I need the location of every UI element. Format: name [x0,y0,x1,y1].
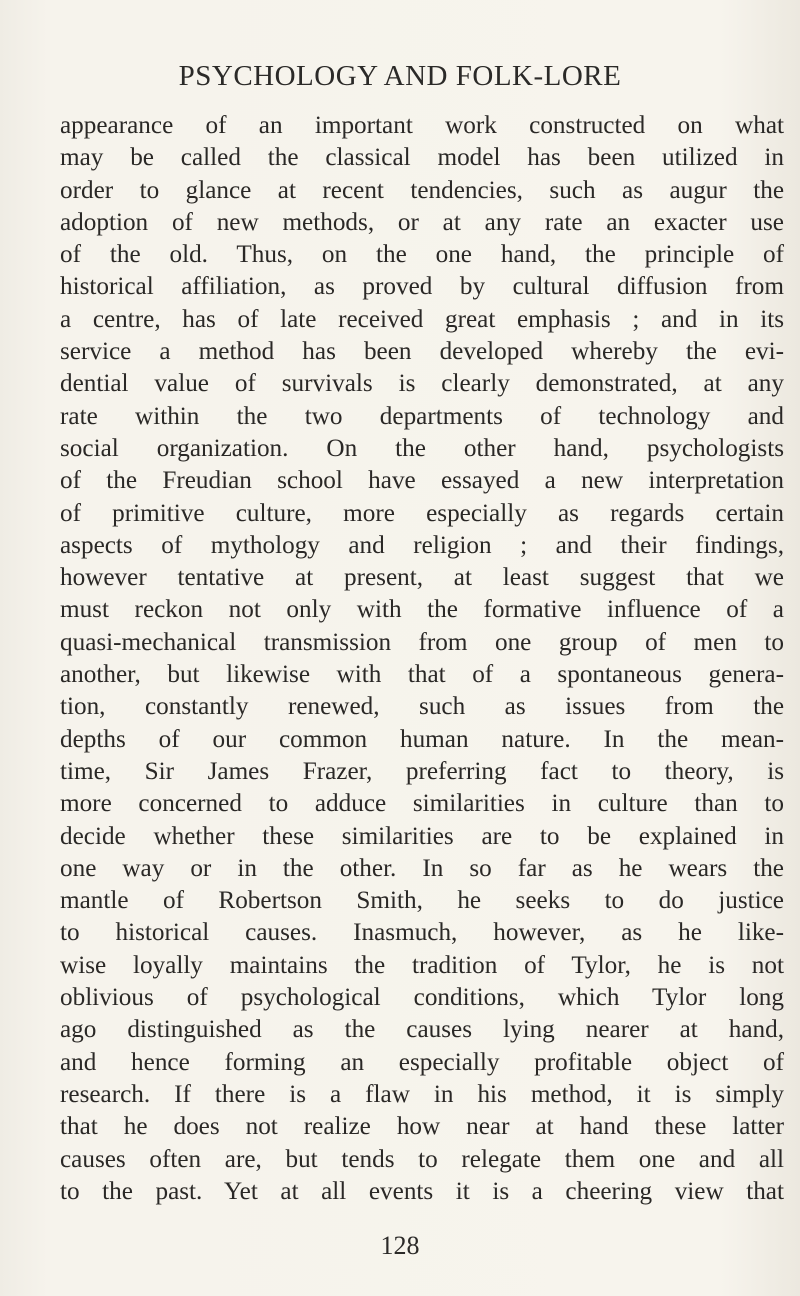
text-line: order to glance at recent tendencies, such as augur the [60,176,784,204]
text-line: research. If there is a flaw in his method, it is simply [60,1080,784,1108]
text-line: may be called the classical model has been utilized in [60,144,784,172]
text-line: must reckon not only with the formative influence of a [60,596,784,624]
text-line: of the old. Thus, on the one hand, the principle of [60,241,784,269]
body-paragraph [60,110,784,1208]
text-line: service a method has been developed whereby the evi- [60,338,784,366]
text-line: depths of our common human nature. In the mean- [60,725,784,753]
text-line: and hence forming an especially profitable object of [60,1048,784,1076]
text-line: mantle of Robertson Smith, he seeks to do justice [60,887,784,915]
text-line: causes often are, but tends to relegate them one and all [60,1145,784,1173]
running-head: PSYCHOLOGY AND FOLK-LORE [178,60,622,92]
text-line: social organization. On the other hand, psychologists [60,434,784,462]
text-line: wise loyally maintains the tradition of Tylor, he is not [60,951,784,979]
text-line: rate within the two departments of technology and [60,402,784,430]
text-line: to historical causes. Inasmuch, however, as he like- [60,919,784,947]
text-line: historical affiliation, as proved by cultural diffusion from [60,273,784,301]
text-line: of the Freudian school have essayed a new interpretation [60,467,784,495]
text-line: however tentative at present, at least suggest that we [60,564,784,592]
text-line: more concerned to adduce similarities in culture than to [60,790,784,818]
text-line: quasi-mechanical transmission from one group of men to [60,628,784,656]
text-line: oblivious of psychological conditions, which Tylor long [60,984,784,1012]
text-line: one way or in the other. In so far as he wears the [60,854,784,882]
text-line: appearance of an important work constructed on what [60,112,784,139]
text-line: that he does not realize how near at hand these latter [60,1113,784,1141]
text-line: of primitive culture, more especially as regards certain [60,499,784,527]
text-line: a centre, has of late received great emphasis ; and in its [60,305,784,333]
text-line: ago distinguished as the causes lying nearer at hand, [60,1016,784,1044]
page-number: 128 [380,1231,420,1260]
text-line: time, Sir James Frazer, preferring fact to theory, is [60,757,784,785]
text-line: another, but likewise with that of a spontaneous genera- [60,661,784,689]
text-line: to the past. Yet at all events it is a cheering view that [60,1177,784,1205]
text-line: decide whether these similarities are to be explained in [60,822,784,850]
text-line: adoption of new methods, or at any rate an exacter use [60,208,784,236]
text-line: dential value of survivals is clearly demonstrated, at any [60,370,784,398]
text-line: aspects of mythology and religion ; and their findings, [60,531,784,559]
text-line: tion, constantly renewed, such as issues from the [60,693,784,721]
